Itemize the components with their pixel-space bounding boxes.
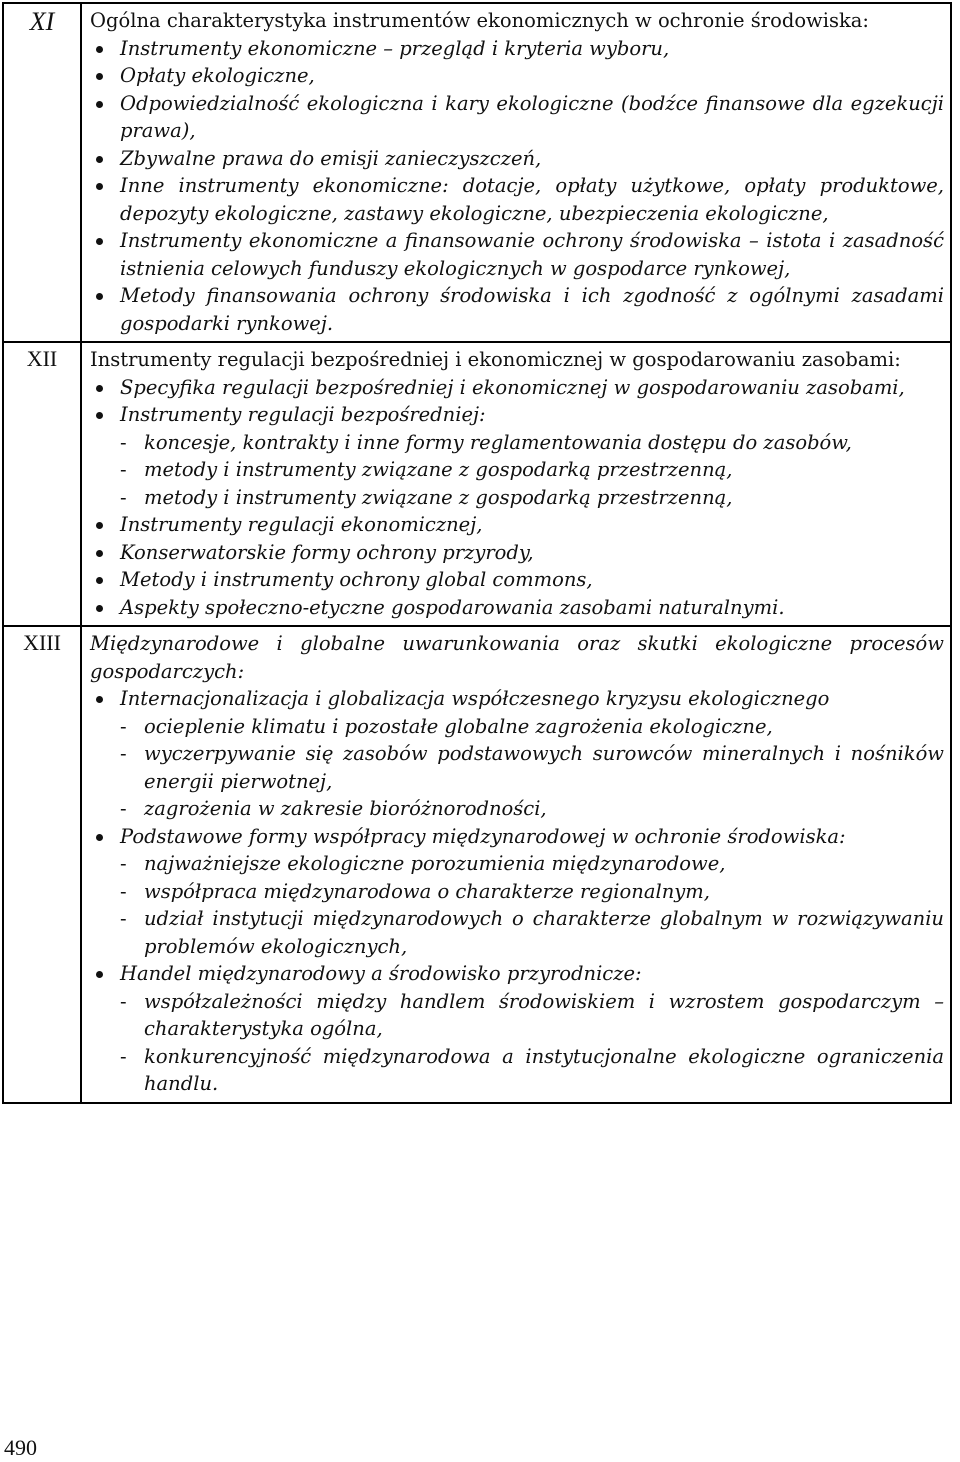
- bullet-text: Instrumenty ekonomiczne – przegląd i kryteria wyboru,: [120, 36, 670, 60]
- bullet-item: [90, 539, 944, 567]
- bullet-icon: [96, 412, 103, 419]
- bullet-text: Inne instrumenty ekonomiczne: dotacje, opłaty użytkowe, opłaty produktowe, depozyty ekologiczne, zastawy ekologiczne, ubezpieczenia ekologiczne,: [120, 174, 944, 225]
- bullet-item: [90, 90, 944, 145]
- bullet-item: [90, 172, 944, 227]
- bullet-item: [90, 685, 944, 823]
- bullet-icon: [96, 696, 103, 703]
- sub-item-text: współzależności między handlem środowiskiem i wzrostem gospodarczym – charakterystyka ogólna,: [144, 989, 944, 1040]
- sub-item: [120, 988, 944, 1043]
- bullet-item: [90, 511, 944, 539]
- bullet-text: Aspekty społeczno-etyczne gospodarowania zasobami naturalnymi.: [120, 595, 785, 619]
- section-heading: Ogólna charakterystyka instrumentów ekonomicznych w ochronie środowiska:: [90, 9, 870, 32]
- section-number-cell: [3, 3, 81, 342]
- dash-icon: -: [120, 852, 127, 875]
- bullet-icon: [96, 46, 103, 53]
- section-heading: Instrumenty regulacji bezpośredniej i ekonomicznej w gospodarowaniu zasobami:: [90, 348, 901, 371]
- sub-item: [120, 484, 944, 512]
- bullet-list: [90, 35, 944, 338]
- section-number: XII: [26, 346, 58, 371]
- section-number: XIII: [23, 630, 61, 655]
- bullet-text: Podstawowe formy współpracy międzynarodowej w ochronie środowiska:: [120, 824, 846, 848]
- bullet-text: Opłaty ekologiczne,: [120, 64, 315, 87]
- sub-item-text: udział instytucji międzynarodowych o charakterze globalnym w rozwiązywaniu problemów ekologicznych,: [144, 907, 944, 958]
- section-number: XI: [29, 7, 55, 36]
- bullet-icon: [96, 550, 103, 557]
- page-number: 490: [4, 1435, 37, 1460]
- bullet-text: Zbywalne prawa do emisji zanieczyszczeń,: [120, 146, 542, 170]
- sub-item-text: najważniejsze ekologiczne porozumienia międzynarodowe,: [144, 852, 726, 875]
- bullet-item: [90, 282, 944, 337]
- section-heading: Międzynarodowe i globalne uwarunkowania oraz skutki ekologiczne procesów gospodarczych:: [90, 632, 944, 683]
- sub-item-text: współpraca międzynarodowa o charakterze regionalnym,: [144, 879, 710, 903]
- bullet-icon: [96, 971, 103, 978]
- bullet-icon: [96, 385, 103, 392]
- dash-icon: -: [120, 458, 127, 481]
- dash-icon: -: [120, 430, 127, 454]
- section-row-xiii: [3, 626, 951, 1103]
- sub-item: [120, 429, 944, 457]
- section-content-cell: [81, 342, 951, 626]
- dash-icon: -: [120, 485, 127, 509]
- bullet-icon: [96, 577, 103, 584]
- bullet-icon: [96, 183, 103, 190]
- section-number-cell: [3, 626, 81, 1103]
- bullet-text: Internacjonalizacja i globalizacja współczesnego kryzysu ekologicznego: [120, 687, 830, 710]
- sub-item: [120, 740, 944, 795]
- sub-item-text: metody i instrumenty związane z gospodarką przestrzenną,: [144, 458, 733, 481]
- bullet-item: [90, 960, 944, 1098]
- sub-item: [120, 795, 944, 823]
- section-row-xii: [3, 342, 951, 626]
- sub-item-text: konkurencyjność międzynarodowa a instytucjonalne ekologiczne ograniczenia handlu.: [144, 1044, 944, 1095]
- section-row-xi: [3, 3, 951, 342]
- sub-item: [120, 713, 944, 741]
- dash-icon: -: [120, 907, 127, 930]
- bullet-text: Handel międzynarodowy a środowisko przyrodnicze:: [120, 962, 642, 985]
- bullet-text: Odpowiedzialność ekologiczna i kary ekologiczne (bodźce finansowe dla egzekucji prawa),: [120, 91, 944, 142]
- bullet-item: [90, 401, 944, 511]
- bullet-text: Konserwatorskie formy ochrony przyrody,: [120, 540, 534, 564]
- bullet-item: [90, 566, 944, 594]
- bullet-item: [90, 374, 944, 402]
- bullet-text: Instrumenty regulacji ekonomicznej,: [120, 513, 483, 536]
- section-content-cell: [81, 626, 951, 1103]
- bullet-text: Metody finansowania ochrony środowiska i ich zgodność z ogólnymi zasadami gospodarki rynkowej.: [120, 284, 944, 335]
- dash-icon: -: [120, 879, 127, 903]
- bullet-icon: [96, 834, 103, 841]
- section-number-cell: [3, 342, 81, 626]
- bullet-icon: [96, 605, 103, 612]
- bullet-item: [90, 227, 944, 282]
- bullet-text: Specyfika regulacji bezpośredniej i ekonomicznej w gospodarowaniu zasobami,: [120, 375, 905, 399]
- sub-item-text: zagrożenia w zakresie bioróżnorodności,: [144, 797, 547, 820]
- dash-icon: -: [120, 742, 127, 765]
- sub-item: [120, 850, 944, 878]
- bullet-item: [90, 62, 944, 90]
- dash-icon: -: [120, 989, 127, 1013]
- dash-icon: -: [120, 1044, 127, 1068]
- sub-item-text: koncesje, kontrakty i inne formy reglamentowania dostępu do zasobów,: [144, 430, 852, 454]
- bullet-item: [90, 594, 944, 622]
- bullet-list: [90, 374, 944, 622]
- dash-icon: -: [120, 797, 127, 820]
- sub-item: [120, 878, 944, 906]
- sub-list: [120, 988, 944, 1098]
- bullet-icon: [96, 101, 103, 108]
- sub-item: [120, 1043, 944, 1098]
- bullet-icon: [96, 73, 103, 80]
- sub-item: [120, 905, 944, 960]
- bullet-list: [90, 685, 944, 1098]
- sub-list: [120, 429, 944, 512]
- bullet-item: [90, 145, 944, 173]
- sub-item-text: wyczerpywanie się zasobów podstawowych surowców mineralnych i nośników energii pierwotnej,: [144, 742, 944, 793]
- sub-item-text: ocieplenie klimatu i pozostałe globalne zagrożenia ekologiczne,: [144, 714, 773, 738]
- bullet-item: [90, 823, 944, 961]
- bullet-icon: [96, 238, 103, 245]
- bullet-text: Instrumenty ekonomiczne a finansowanie ochrony środowiska – istota i zasadność istnienia celowych funduszy ekologicznych w gospodarce rynkowej,: [120, 229, 944, 280]
- section-content-cell: [81, 3, 951, 342]
- bullet-icon: [96, 522, 103, 529]
- bullet-icon: [96, 156, 103, 163]
- bullet-text: Metody i instrumenty ochrony global commons,: [120, 568, 593, 591]
- bullet-item: [90, 35, 944, 63]
- bullet-icon: [96, 293, 103, 300]
- dash-icon: -: [120, 714, 127, 738]
- sub-item-text: metody i instrumenty związane z gospodarką przestrzenną,: [144, 485, 733, 509]
- sub-item: [120, 456, 944, 484]
- bullet-text: Instrumenty regulacji bezpośredniej:: [120, 403, 486, 426]
- sub-list: [120, 713, 944, 823]
- syllabus-table: [2, 2, 952, 1104]
- sub-list: [120, 850, 944, 960]
